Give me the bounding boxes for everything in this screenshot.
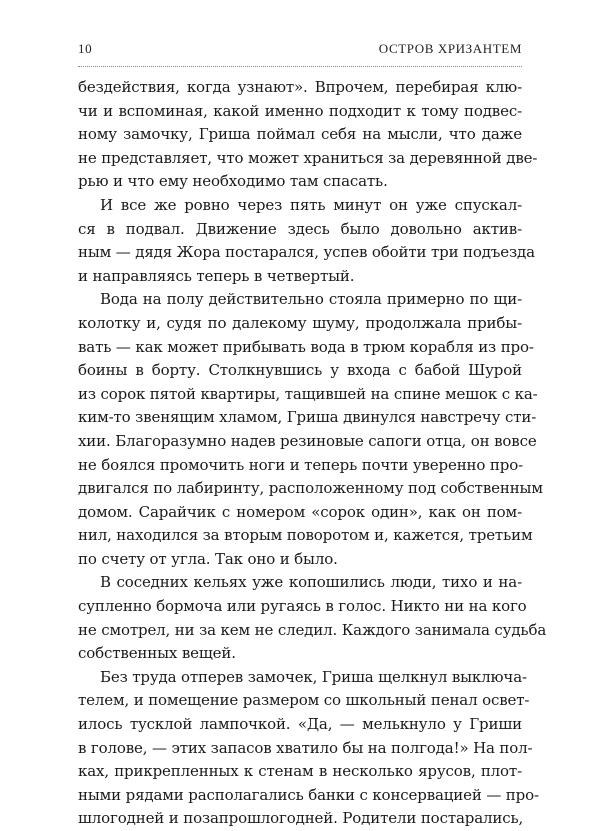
text-line: и направляясь теперь в четвертый.	[78, 266, 355, 285]
text-line: боины в борту. Столкнувшись у входа с бабой Шурой	[78, 361, 522, 380]
text-line: В соседних кельях уже копошились люди, тихо и на-	[100, 573, 522, 592]
body-text	[78, 76, 547, 831]
text-line: колотку и, судя по далекому шуму, продолжала прибы-	[78, 313, 522, 332]
text-line: ся в подвал. Движение здесь было довольно актив-	[78, 219, 522, 238]
text-line: ному замочку, Гриша поймал себя на мысли, что даже	[78, 125, 522, 144]
text-line: Без труда отперев замочек, Гриша щелкнул выключа-	[100, 667, 527, 686]
text-line: ным — дядя Жора постарался, успев обойти три подъезда	[78, 243, 535, 262]
text-line: Вода на полу действительно стояла примерно по щи-	[100, 290, 522, 309]
paragraph	[78, 666, 539, 831]
paragraph	[78, 288, 543, 571]
text-line: по счету от угла. Так оно и было.	[78, 549, 338, 568]
text-line: не смотрел, ни за кем не следил. Каждого занимала судьба	[78, 620, 547, 639]
text-line: бездействия, когда узнают». Впрочем, перебирая клю-	[78, 78, 522, 96]
text-line: шлогодней и позапрошлогодней. Родители постарались,	[78, 809, 524, 828]
running-header	[78, 41, 522, 59]
text-line: ными рядами располагались банки с консервацией — про-	[78, 785, 539, 804]
text-line: в голове, — этих запасов хватило бы на полгода!» На пол-	[78, 738, 533, 757]
header-divider	[78, 66, 522, 67]
text-line: И все же ровно через пять минут он уже спускал-	[100, 195, 522, 214]
text-line: домом. Сарайчик с номером «сорок один», как он пом-	[78, 502, 522, 521]
text-line: хии. Благоразумно надев резиновые сапоги отца, он вовсе	[78, 431, 537, 450]
paragraph	[78, 76, 538, 194]
text-line: супленно бормоча или ругаясь в голос. Никто ни на кого	[78, 597, 527, 616]
text-line: вать — как может прибывать вода в трюм корабля из про-	[78, 337, 534, 356]
paragraph	[78, 571, 547, 665]
text-line: не представляет, что может храниться за деревянной две-	[78, 148, 538, 167]
text-line: илось тусклой лампочкой. «Да, — мелькнуло у Гриши	[78, 715, 522, 734]
text-line: нил, находился за вторым поворотом и, кажется, третьим	[78, 526, 533, 545]
text-line: из сорок пятой квартиры, тащившей на спине мешок с ка-	[78, 384, 538, 403]
text-line: ким-то звенящим хламом, Гриша двинулся навстречу сти-	[78, 408, 537, 427]
text-line: рью и что ему необходимо там спасать.	[78, 172, 388, 191]
text-line: собственных вещей.	[78, 644, 236, 663]
text-line: ках, прикрепленных к стенам в несколько ярусов, плот-	[78, 762, 522, 781]
text-line: чи и вспоминая, какой именно подходит к тому подвес-	[78, 101, 522, 120]
text-line: телем, и помещение размером со школьный пенал освет-	[78, 691, 530, 710]
text-line: не боялся промочить ноги и теперь почти уверенно про-	[78, 455, 523, 474]
page-number: 10	[78, 41, 93, 56]
paragraph	[78, 194, 535, 288]
text-line: двигался по лабиринту, расположенному под собственным	[78, 479, 543, 498]
book-title: ОСТРОВ ХРИЗАНТЕМ	[378, 41, 522, 56]
